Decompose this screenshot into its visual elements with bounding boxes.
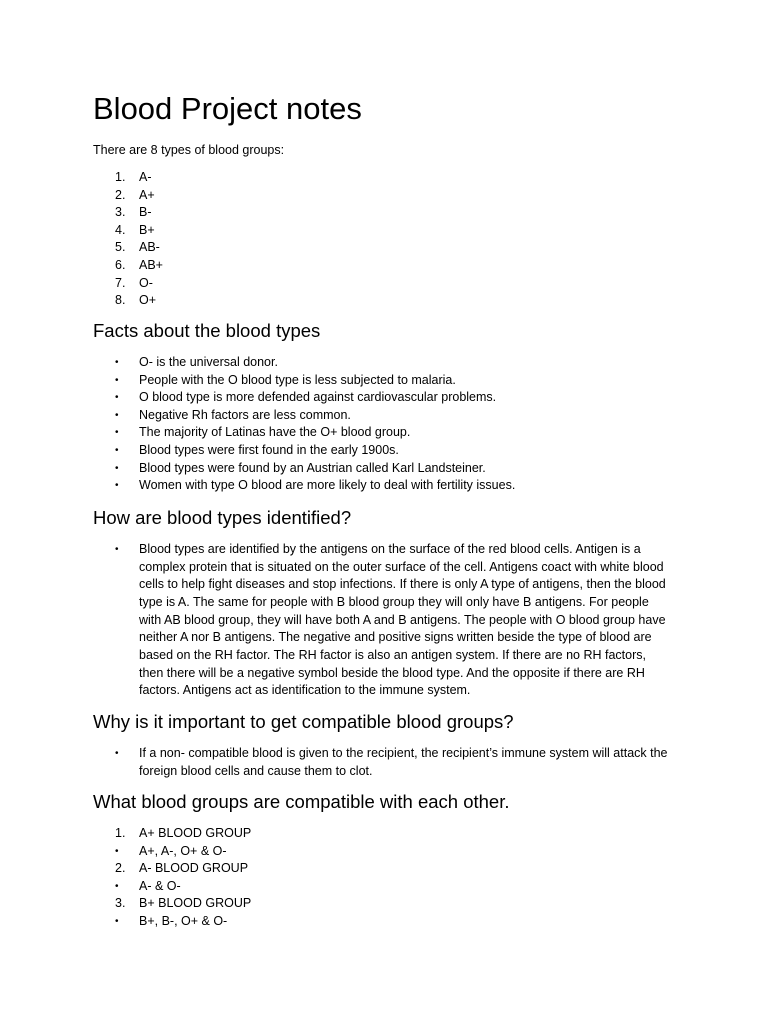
bullet-icon: • [115, 880, 119, 892]
list-item [93, 204, 683, 222]
list-item [93, 843, 683, 861]
list-item-text: A- [139, 170, 152, 184]
list-item-text: People with the O blood type is less subjected to malaria. [139, 372, 456, 387]
section-heading-identified: How are blood types identified? [93, 507, 352, 528]
list-item-text: A- BLOOD GROUP [139, 861, 249, 876]
list-item-text: Women with type O blood are more likely to deal with fertility issues. [139, 478, 516, 493]
bullet-icon: • [115, 845, 119, 857]
list-number: 6. [115, 257, 126, 272]
list-item-text: The majority of Latinas have the O+ blood group. [139, 425, 411, 440]
list-item [93, 222, 683, 240]
list-item [93, 825, 683, 843]
list-item-text: Negative Rh factors are less common. [139, 407, 351, 422]
list-item-text: If a non- compatible blood is given to the recipient, the recipient’s immune system will attack the foreign blood cells and cause them to clot. [139, 746, 668, 778]
list-item [93, 187, 683, 205]
list-number: 4. [115, 222, 126, 237]
bullet-icon: • [115, 427, 119, 439]
bullet-icon: • [115, 409, 119, 421]
list-item [93, 389, 683, 407]
list-item-text: AB- [139, 240, 160, 255]
list-number: 7. [115, 275, 126, 290]
list-item [93, 239, 683, 257]
section-heading-compatible-importance: Why is it important to get compatible blood groups? [93, 711, 514, 732]
list-number: 3. [115, 896, 126, 911]
list-number: 1. [115, 826, 126, 840]
bullet-icon: • [115, 748, 119, 759]
list-number: 2. [115, 861, 126, 876]
list-number: 8. [115, 293, 126, 308]
bullet-icon: • [115, 462, 119, 474]
list-item-text: B- [139, 205, 152, 220]
list-item [93, 745, 683, 780]
list-item [93, 257, 683, 275]
list-item-text: B+ [139, 222, 155, 237]
intro-paragraph: There are 8 types of blood groups: [93, 143, 285, 157]
bullet-icon: • [115, 392, 119, 404]
list-item [93, 354, 683, 372]
list-item-text: A+, A-, O+ & O- [139, 843, 227, 858]
list-item [93, 424, 683, 442]
list-item-text: AB+ [139, 257, 163, 272]
identified-list [93, 541, 683, 700]
list-item [93, 541, 683, 700]
list-item-text: A+ BLOOD GROUP [139, 826, 252, 840]
list-number: 5. [115, 240, 126, 255]
blood-types-list [93, 169, 683, 310]
section-heading-compatibility: What blood groups are compatible with each other. [93, 791, 510, 812]
importance-list [93, 745, 683, 780]
list-number: 3. [115, 205, 126, 220]
list-item-text: Blood types were first found in the early 1900s. [139, 442, 399, 457]
list-item-text: B+ BLOOD GROUP [139, 896, 252, 911]
list-item [93, 460, 683, 478]
list-item [93, 913, 683, 931]
bullet-icon: • [115, 915, 119, 927]
document-title: Blood Project notes [93, 91, 362, 126]
list-item [93, 407, 683, 425]
facts-list [93, 354, 683, 495]
list-item-text: O- [139, 275, 153, 290]
list-item-text: O- is the universal donor. [139, 355, 278, 369]
list-item [93, 477, 683, 495]
bullet-icon: • [115, 480, 119, 492]
list-item [93, 878, 683, 896]
list-number: 2. [115, 187, 126, 202]
compatibility-list [93, 825, 683, 931]
list-item [93, 442, 683, 460]
bullet-icon: • [115, 357, 119, 368]
list-item [93, 169, 683, 187]
bullet-icon: • [115, 374, 119, 386]
list-item-text: O blood type is more defended against cardiovascular problems. [139, 390, 497, 405]
list-item-text: B+, B-, O+ & O- [139, 913, 228, 928]
list-item-text: Blood types were found by an Austrian called Karl Landsteiner. [139, 460, 486, 475]
list-item-text: A- & O- [139, 878, 181, 893]
list-item-text: Blood types are identified by the antigens on the surface of the red blood cells. Antigen is a complex protein that is situated on the outer surface of the cell. Antigens coact with white blood cells to help fight diseases and stop infections. If there is only A type of antigens, then the blood type is A. The same for people with B blood group they will only have B antigens. For people with AB blood group, they will have both A and B antigens. The people with O blood group have neither A nor B antigens. The negative and positive signs written beside the type of blood are based on the RH factor. The RH factor is also an antigen system. If there are no RH factors, then there will be a negative symbol beside the blood type. And the opposite if there are RH factors. Antigens act as identification to the immune system. [139, 542, 666, 698]
list-item-text: O+ [139, 293, 157, 308]
bullet-icon: • [115, 444, 119, 456]
list-item [93, 292, 683, 310]
list-number: 1. [115, 170, 126, 184]
list-item-text: A+ [139, 187, 155, 202]
bullet-icon: • [115, 544, 119, 555]
list-item [93, 275, 683, 293]
list-item [93, 860, 683, 878]
list-item [93, 895, 683, 913]
section-heading-facts: Facts about the blood types [93, 320, 321, 341]
list-item [93, 372, 683, 390]
